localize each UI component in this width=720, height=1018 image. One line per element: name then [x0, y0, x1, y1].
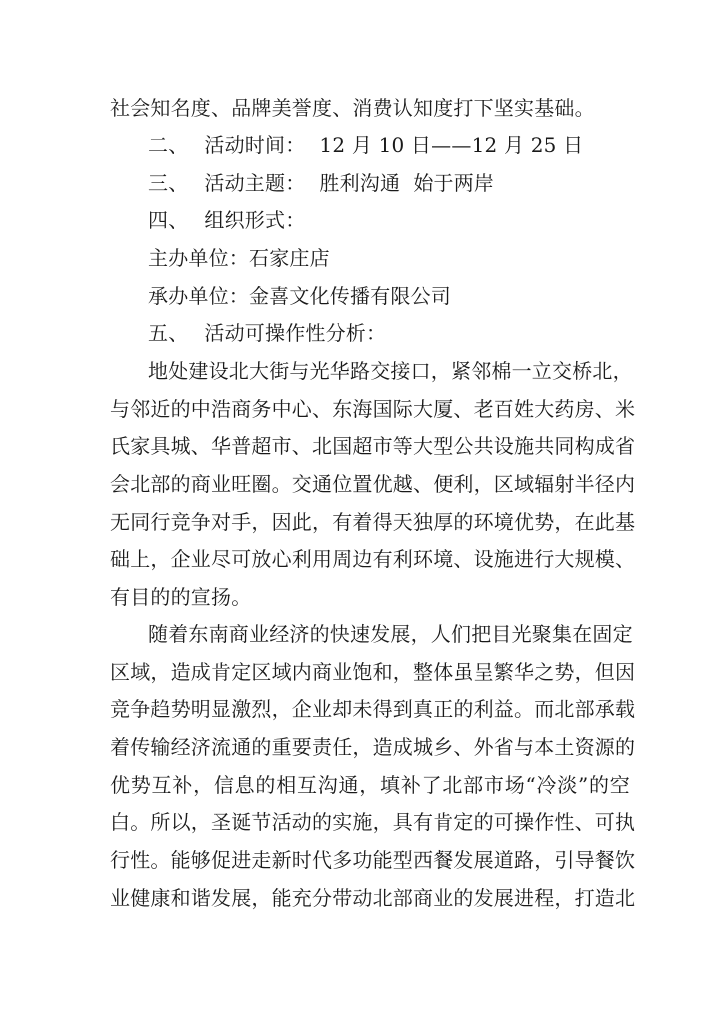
section-value: 12 月 10 日——12 月 25 日 [319, 133, 584, 157]
text-line-continuation: 社会知名度、品牌美誉度、消费认知度打下坚实基础。 [110, 96, 595, 120]
section-number: 四、 [148, 208, 189, 232]
paragraph-1-line: 有目的的宣扬。 [110, 585, 252, 609]
section-5-feasibility [148, 321, 668, 345]
section-value: 胜利沟通 始于两岸 [319, 171, 495, 195]
paragraph-1-line: 无同行竞争对手，因此，有着得天独厚的环境优势，在此基 [110, 510, 636, 534]
paragraph-1-line: 氏家具城、华普超市、北国超市等大型公共设施共同构成省 [110, 434, 636, 458]
paragraph-1-line: 会北部的商业旺圈。交通位置优越、便利，区域辐射半径内 [110, 472, 636, 496]
section-label: 活动主题： [204, 171, 306, 195]
paragraph-2-line: 优势互补，信息的相互沟通，填补了北部市场“冷淡”的空 [110, 773, 630, 797]
organizer-unit-line: 承办单位：金喜文化传播有限公司 [148, 284, 451, 308]
section-2-time [148, 133, 668, 157]
paragraph-2-line: 竞争趋势明显激烈，企业却未得到真正的利益。而北部承载 [110, 697, 636, 721]
section-label: 活动时间： [204, 133, 306, 157]
host-unit-line: 主办单位：石家庄店 [148, 246, 330, 270]
section-label: 活动可操作性分析： [204, 321, 387, 345]
section-number: 二、 [148, 133, 189, 157]
paragraph-1-line: 础上，企业尽可放心利用周边有利环境、设施进行大规模、 [110, 547, 636, 571]
section-number: 三、 [148, 171, 189, 195]
section-label: 组织形式： [204, 208, 306, 232]
section-3-theme [148, 171, 668, 195]
paragraph-1-line: 与邻近的中浩商务中心、东海国际大厦、老百姓大药房、米 [110, 397, 636, 421]
paragraph-2-line: 白。所以，圣诞节活动的实施，具有肯定的可操作性、可执 [110, 810, 636, 834]
section-number: 五、 [148, 321, 189, 345]
paragraph-1-line: 地处建设北大街与光华路交接口，紧邻棉一立交桥北， [148, 359, 633, 383]
paragraph-2-line: 业健康和谐发展，能充分带动北部商业的发展进程，打造北 [110, 886, 636, 910]
section-4-organization [148, 208, 668, 232]
paragraph-2-line: 区域，造成肯定区域内商业饱和，整体虽呈繁华之势，但因 [110, 660, 636, 684]
paragraph-2-line: 行性。能够促进走新时代多功能型西餐发展道路，引导餐饮 [110, 848, 636, 872]
paragraph-2-line: 着传输经济流通的重要责任，造成城乡、外省与本土资源的 [110, 735, 636, 759]
paragraph-2-line: 随着东南商业经济的快速发展，人们把目光聚集在固定 [148, 622, 633, 646]
